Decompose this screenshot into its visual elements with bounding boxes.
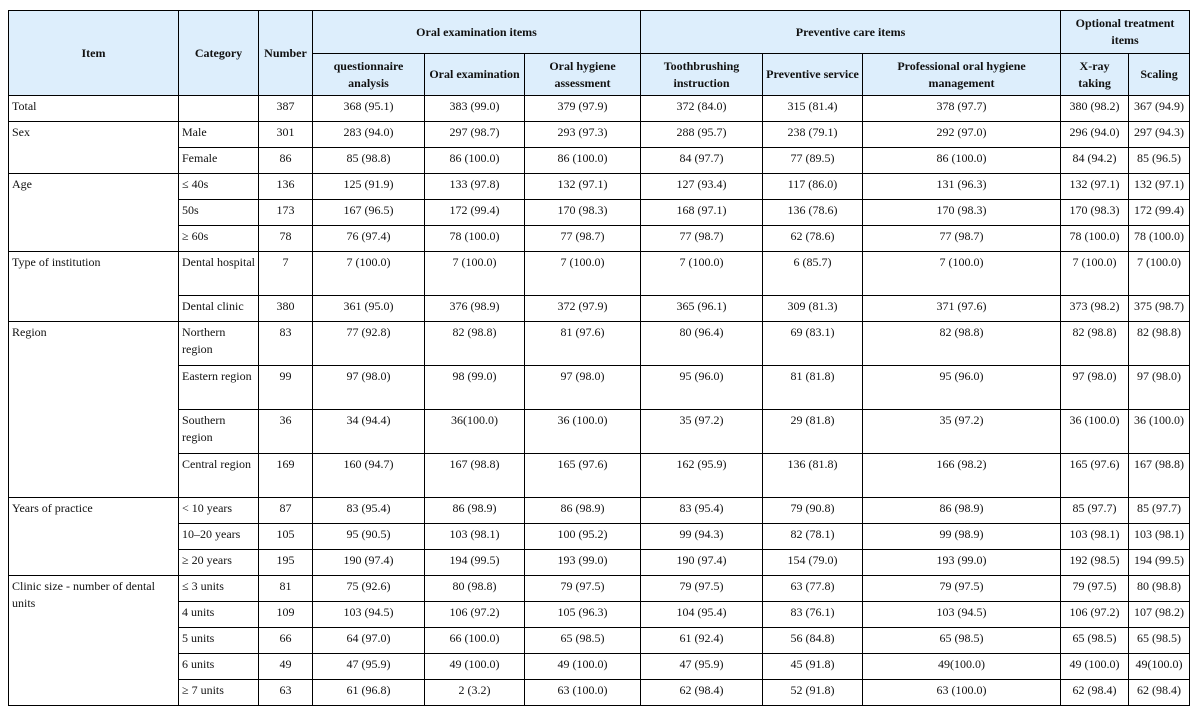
row-value: 2 (3.2) [425,680,525,706]
row-value: 29 (81.8) [763,410,863,454]
row-value: 34 (94.4) [313,410,425,454]
row-value: 132 (97.1) [525,174,641,200]
row-value: 380 (98.2) [1061,96,1129,122]
row-category: 5 units [179,628,259,654]
row-value: 85 (98.8) [313,148,425,174]
row-value: 64 (97.0) [313,628,425,654]
row-value: 132 (97.1) [1129,174,1190,200]
row-number: 301 [259,122,313,148]
table-body [9,96,1190,706]
row-category: 6 units [179,654,259,680]
row-group-item: Clinic size - number of dental units [9,576,179,706]
row-number: 49 [259,654,313,680]
row-value: 136 (78.6) [763,200,863,226]
table-row [9,410,1190,454]
row-value: 86 (100.0) [525,148,641,174]
row-value: 52 (91.8) [763,680,863,706]
row-value: 35 (97.2) [641,410,763,454]
row-value: 100 (95.2) [525,524,641,550]
row-value: 79 (97.5) [641,576,763,602]
row-value: 315 (81.4) [763,96,863,122]
table-row [9,654,1190,680]
table-row [9,322,1190,366]
header-toothbrushing-instruction: Toothbrushing instruction [641,54,763,96]
row-value: 167 (98.8) [1129,454,1190,498]
row-value: 165 (97.6) [525,454,641,498]
row-number: 109 [259,602,313,628]
row-value: 136 (81.8) [763,454,863,498]
row-value: 35 (97.2) [863,410,1061,454]
row-value: 65 (98.5) [863,628,1061,654]
row-value: 104 (95.4) [641,602,763,628]
row-value: 82 (98.8) [1061,322,1129,366]
table-row [9,680,1190,706]
row-value: 103 (98.1) [425,524,525,550]
row-value: 170 (98.3) [525,200,641,226]
row-value: 49 (100.0) [1061,654,1129,680]
row-value: 97 (98.0) [1061,366,1129,410]
row-value: 6 (85.7) [763,252,863,296]
row-value: 309 (81.3) [763,296,863,322]
table-header [9,11,1190,96]
row-value: 65 (98.5) [1061,628,1129,654]
row-value: 192 (98.5) [1061,550,1129,576]
row-value: 83 (95.4) [313,498,425,524]
row-value: 83 (95.4) [641,498,763,524]
header-item: Item [9,11,179,96]
row-value: 166 (98.2) [863,454,1061,498]
header-questionnaire-analysis: questionnaire analysis [313,54,425,96]
row-value: 376 (98.9) [425,296,525,322]
header-scaling: Scaling [1129,54,1190,96]
row-value: 56 (84.8) [763,628,863,654]
row-value: 78 (100.0) [425,226,525,252]
row-number: 105 [259,524,313,550]
row-number: 83 [259,322,313,366]
row-value: 45 (91.8) [763,654,863,680]
row-value: 79 (97.5) [863,576,1061,602]
row-value: 293 (97.3) [525,122,641,148]
row-value: 82 (98.8) [1129,322,1190,366]
row-value: 62 (78.6) [763,226,863,252]
row-value: 379 (97.9) [525,96,641,122]
row-category: 50s [179,200,259,226]
row-value: 383 (99.0) [425,96,525,122]
row-value: 77 (98.7) [641,226,763,252]
row-value: 172 (99.4) [1129,200,1190,226]
row-value: 190 (97.4) [641,550,763,576]
row-value: 63 (100.0) [863,680,1061,706]
row-category: Dental hospital [179,252,259,296]
header-oral-hygiene-assessment: Oral hygiene assessment [525,54,641,96]
row-value: 78 (100.0) [1061,226,1129,252]
row-category: Male [179,122,259,148]
row-value: 238 (79.1) [763,122,863,148]
table-row [9,252,1190,296]
row-value: 85 (97.7) [1129,498,1190,524]
row-category: 10–20 years [179,524,259,550]
row-value: 170 (98.3) [1061,200,1129,226]
row-value: 194 (99.5) [425,550,525,576]
row-category: Southern region [179,410,259,454]
table-row [9,96,1190,122]
row-value: 297 (98.7) [425,122,525,148]
table-row [9,550,1190,576]
row-group-item: Region [9,322,179,498]
row-value: 297 (94.3) [1129,122,1190,148]
row-value: 49(100.0) [863,654,1061,680]
row-number: 387 [259,96,313,122]
row-value: 61 (96.8) [313,680,425,706]
row-value: 167 (96.5) [313,200,425,226]
row-value: 103 (98.1) [1129,524,1190,550]
row-value: 194 (99.5) [1129,550,1190,576]
row-value: 65 (98.5) [525,628,641,654]
row-value: 66 (100.0) [425,628,525,654]
table-row [9,454,1190,498]
row-value: 62 (98.4) [1061,680,1129,706]
row-value: 7 (100.0) [425,252,525,296]
row-value: 69 (83.1) [763,322,863,366]
row-value: 79 (97.5) [1061,576,1129,602]
row-number: 169 [259,454,313,498]
table-row [9,498,1190,524]
row-value: 372 (84.0) [641,96,763,122]
row-category: ≥ 60s [179,226,259,252]
table-row [9,602,1190,628]
row-value: 372 (97.9) [525,296,641,322]
row-value: 86 (100.0) [863,148,1061,174]
row-category: ≥ 20 years [179,550,259,576]
row-number: 78 [259,226,313,252]
row-value: 193 (99.0) [863,550,1061,576]
row-value: 168 (97.1) [641,200,763,226]
table-row [9,576,1190,602]
header-oral-examination: Oral examination [425,54,525,96]
row-value: 85 (96.5) [1129,148,1190,174]
row-value: 7 (100.0) [525,252,641,296]
row-value: 160 (94.7) [313,454,425,498]
row-value: 99 (98.9) [863,524,1061,550]
row-value: 371 (97.6) [863,296,1061,322]
row-value: 86 (98.9) [425,498,525,524]
row-value: 36(100.0) [425,410,525,454]
row-value: 79 (97.5) [525,576,641,602]
row-value: 292 (97.0) [863,122,1061,148]
row-value: 7 (100.0) [1061,252,1129,296]
row-value: 49(100.0) [1129,654,1190,680]
row-value: 95 (96.0) [641,366,763,410]
row-value: 84 (94.2) [1061,148,1129,174]
row-group-item: Years of practice [9,498,179,576]
header-x-ray-taking: X-ray taking [1061,54,1129,96]
row-value: 77 (98.7) [863,226,1061,252]
row-value: 7 (100.0) [641,252,763,296]
row-value: 62 (98.4) [1129,680,1190,706]
row-value: 162 (95.9) [641,454,763,498]
table-row [9,296,1190,322]
row-value: 85 (97.7) [1061,498,1129,524]
row-value: 7 (100.0) [863,252,1061,296]
header-group-optional-treatment: Optional treatment items [1061,11,1190,54]
row-category: 4 units [179,602,259,628]
row-value: 36 (100.0) [1129,410,1190,454]
table-row [9,200,1190,226]
row-value: 77 (92.8) [313,322,425,366]
row-value: 373 (98.2) [1061,296,1129,322]
table-row [9,524,1190,550]
row-value: 7 (100.0) [1129,252,1190,296]
row-value: 47 (95.9) [641,654,763,680]
row-value: 132 (97.1) [1061,174,1129,200]
row-number: 87 [259,498,313,524]
row-group-item: Age [9,174,179,252]
row-value: 367 (94.9) [1129,96,1190,122]
header-number: Number [259,11,313,96]
row-category: < 10 years [179,498,259,524]
row-value: 103 (94.5) [313,602,425,628]
row-value: 63 (77.8) [763,576,863,602]
row-value: 97 (98.0) [1129,366,1190,410]
row-value: 49 (100.0) [425,654,525,680]
row-category: Female [179,148,259,174]
row-value: 193 (99.0) [525,550,641,576]
row-value: 105 (96.3) [525,602,641,628]
row-number: 195 [259,550,313,576]
row-category [179,96,259,122]
row-value: 7 (100.0) [313,252,425,296]
row-category: ≥ 7 units [179,680,259,706]
row-value: 127 (93.4) [641,174,763,200]
row-value: 365 (96.1) [641,296,763,322]
row-number: 380 [259,296,313,322]
row-value: 103 (94.5) [863,602,1061,628]
row-number: 66 [259,628,313,654]
row-category: ≤ 40s [179,174,259,200]
row-value: 80 (98.8) [1129,576,1190,602]
row-category: Dental clinic [179,296,259,322]
row-value: 170 (98.3) [863,200,1061,226]
row-value: 86 (98.9) [863,498,1061,524]
row-number: 86 [259,148,313,174]
header-group-oral-examination: Oral examination items [313,11,641,54]
row-group-item: Total [9,96,179,122]
row-category: Central region [179,454,259,498]
table-row [9,226,1190,252]
table-row [9,148,1190,174]
row-value: 82 (98.8) [425,322,525,366]
row-number: 173 [259,200,313,226]
row-value: 79 (90.8) [763,498,863,524]
row-value: 82 (78.1) [763,524,863,550]
row-value: 63 (100.0) [525,680,641,706]
row-value: 61 (92.4) [641,628,763,654]
table-row [9,122,1190,148]
row-value: 283 (94.0) [313,122,425,148]
row-value: 165 (97.6) [1061,454,1129,498]
row-value: 172 (99.4) [425,200,525,226]
row-category: Eastern region [179,366,259,410]
header-professional-oral-hygiene: Professional oral hygiene management [863,54,1061,96]
header-preventive-service: Preventive service [763,54,863,96]
row-value: 378 (97.7) [863,96,1061,122]
header-group-preventive-care: Preventive care items [641,11,1061,54]
table-row [9,366,1190,410]
row-value: 97 (98.0) [525,366,641,410]
row-value: 98 (99.0) [425,366,525,410]
row-value: 368 (95.1) [313,96,425,122]
table-row [9,628,1190,654]
row-category: ≤ 3 units [179,576,259,602]
row-value: 375 (98.7) [1129,296,1190,322]
row-value: 36 (100.0) [1061,410,1129,454]
row-value: 106 (97.2) [425,602,525,628]
row-number: 63 [259,680,313,706]
table-row [9,174,1190,200]
row-value: 95 (96.0) [863,366,1061,410]
row-value: 77 (98.7) [525,226,641,252]
row-value: 117 (86.0) [763,174,863,200]
row-group-item: Sex [9,122,179,174]
row-value: 77 (89.5) [763,148,863,174]
row-number: 81 [259,576,313,602]
row-value: 97 (98.0) [313,366,425,410]
row-number: 7 [259,252,313,296]
row-number: 36 [259,410,313,454]
row-group-item: Type of institution [9,252,179,322]
row-value: 78 (100.0) [1129,226,1190,252]
header-category: Category [179,11,259,96]
row-value: 83 (76.1) [763,602,863,628]
row-value: 86 (98.9) [525,498,641,524]
row-value: 80 (96.4) [641,322,763,366]
row-value: 125 (91.9) [313,174,425,200]
row-value: 49 (100.0) [525,654,641,680]
row-value: 154 (79.0) [763,550,863,576]
row-value: 81 (81.8) [763,366,863,410]
row-value: 107 (98.2) [1129,602,1190,628]
row-value: 80 (98.8) [425,576,525,602]
row-value: 106 (97.2) [1061,602,1129,628]
row-value: 65 (98.5) [1129,628,1190,654]
oral-care-items-table [8,10,1190,706]
row-number: 99 [259,366,313,410]
row-value: 296 (94.0) [1061,122,1129,148]
row-value: 131 (96.3) [863,174,1061,200]
row-value: 103 (98.1) [1061,524,1129,550]
row-value: 133 (97.8) [425,174,525,200]
row-value: 190 (97.4) [313,550,425,576]
row-value: 36 (100.0) [525,410,641,454]
row-value: 47 (95.9) [313,654,425,680]
row-value: 81 (97.6) [525,322,641,366]
row-value: 62 (98.4) [641,680,763,706]
row-value: 82 (98.8) [863,322,1061,366]
row-value: 95 (90.5) [313,524,425,550]
row-value: 75 (92.6) [313,576,425,602]
row-value: 361 (95.0) [313,296,425,322]
row-value: 99 (94.3) [641,524,763,550]
row-value: 288 (95.7) [641,122,763,148]
row-value: 76 (97.4) [313,226,425,252]
row-value: 84 (97.7) [641,148,763,174]
row-category: Northern region [179,322,259,366]
row-value: 86 (100.0) [425,148,525,174]
row-value: 167 (98.8) [425,454,525,498]
row-number: 136 [259,174,313,200]
